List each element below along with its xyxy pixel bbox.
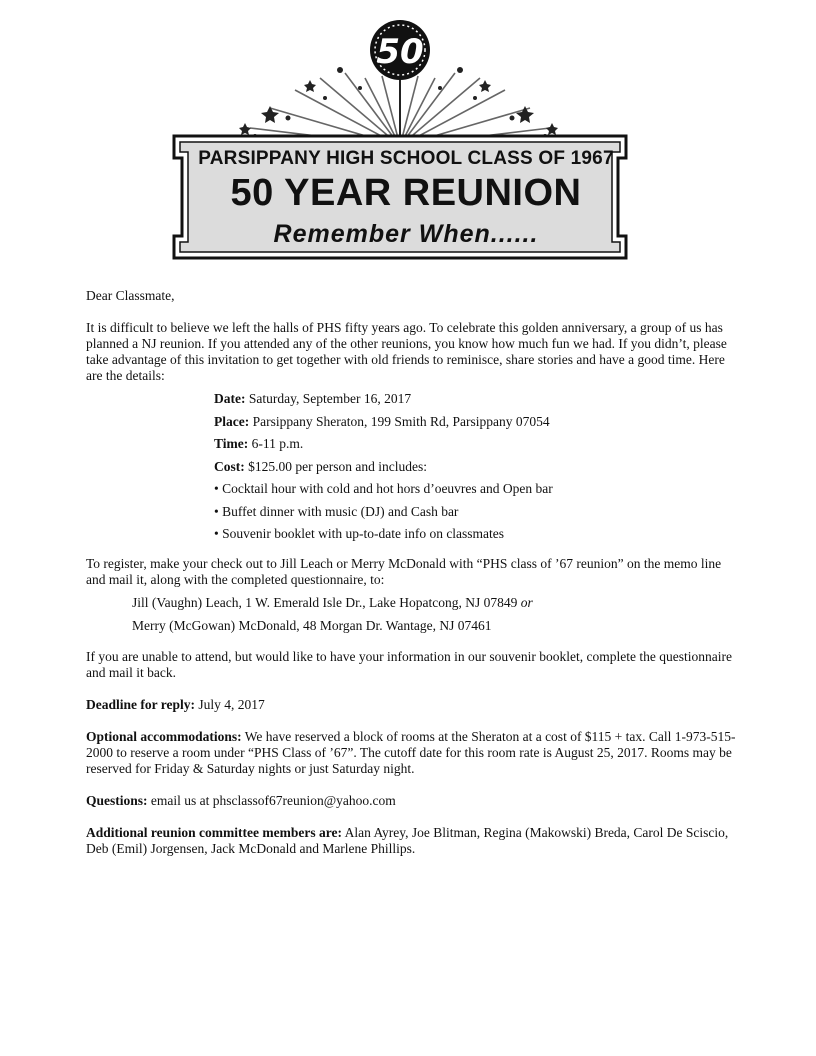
- banner-tagline: Remember When......: [273, 220, 539, 248]
- cost-label: Cost:: [214, 458, 245, 474]
- mailing-addresses: [132, 595, 736, 641]
- greeting: Dear Classmate,: [86, 288, 175, 303]
- time-label: Time:: [214, 436, 249, 451]
- include-item: • Cocktail hour with cold and hot hors d’oeuvres and Open bar: [214, 481, 553, 496]
- accommodations-paragraph: [86, 729, 736, 777]
- intro-paragraph: It is difficult to believe we left the halls of PHS fifty years ago. To celebrate this golden anniversary, a group of us has planned a NJ reunion. If you attended any of the other reunions, you know how much fun we had. If you didn’t, please take advantage of this invitation to get together with old friends to reminisce, share stories and have a good time. Here are the details:: [86, 320, 727, 383]
- place-label: Place:: [214, 413, 250, 429]
- address-or: or: [520, 594, 533, 610]
- address-2: Merry (McGowan) McDonald, 48 Morgan Dr. Wantage, NJ 07461: [132, 617, 492, 633]
- date-value: Saturday, September 16, 2017: [245, 391, 412, 406]
- event-details: [214, 391, 736, 549]
- committee-paragraph: [86, 825, 736, 857]
- questions-line: [86, 793, 736, 809]
- time-row: [214, 436, 736, 459]
- banner-reunion-title: 50 YEAR REUNION: [230, 172, 582, 214]
- deadline-label: Deadline for reply:: [86, 696, 195, 712]
- questions-label: Questions:: [86, 792, 148, 808]
- deadline-value: July 4, 2017: [195, 696, 265, 712]
- address-1-text: Jill (Vaughn) Leach, 1 W. Emerald Isle Dr., Lake Hopatcong, NJ 07849: [132, 594, 521, 610]
- date-label: Date:: [214, 391, 246, 406]
- cost-value: $125.00 per person and includes:: [244, 458, 427, 474]
- place-row: [214, 414, 736, 437]
- cost-row: [214, 459, 736, 482]
- include-item: • Souvenir booklet with up-to-date info on classmates: [214, 526, 505, 541]
- accommodations-text: We have reserved a block of rooms at the Sheraton at a cost of $115 + tax. Call 1-973-515-2000 to reserve a room under “PHS Class of ’67”. The cutoff date for this room rate is August 25, 2017. Rooms may be reserved for Friday & Saturday nights or just Saturday night.: [86, 728, 736, 776]
- accommodations-label: Optional accommodations:: [86, 728, 242, 744]
- time-value: 6-11 p.m.: [248, 436, 304, 451]
- address-1: [132, 595, 736, 618]
- committee-label: Additional reunion committee members are:: [86, 824, 342, 840]
- questions-value: email us at phsclassof67reunion@yahoo.com: [147, 792, 396, 808]
- banner-school-line: PARSIPPANY HIGH SCHOOL CLASS OF 1967: [198, 148, 614, 169]
- date-row: [214, 391, 736, 414]
- badge-number: 50: [376, 32, 424, 72]
- include-item: • Buffet dinner with music (DJ) and Cash bar: [214, 503, 459, 519]
- place-value: Parsippany Sheraton, 199 Smith Rd, Parsippany 07054: [249, 413, 550, 429]
- unable-paragraph: If you are unable to attend, but would like to have your information in our souvenir booklet, complete the questionnaire and mail it back.: [86, 648, 732, 680]
- register-paragraph: To register, make your check out to Jill Leach or Merry McDonald with “PHS class of ’67 reunion” on the memo line and mail it, along with the completed questionnaire, to:: [86, 555, 722, 587]
- deadline-line: [86, 697, 736, 713]
- committee-value: Alan Ayrey, Joe Blitman, Regina (Makowski) Breda, Carol De Sciscio, Deb (Emil) Jorgensen, Jack McDonald and Marlene Phillips.: [86, 824, 729, 856]
- invitation-letter: [86, 288, 736, 857]
- fifty-badge-icon: [370, 20, 430, 80]
